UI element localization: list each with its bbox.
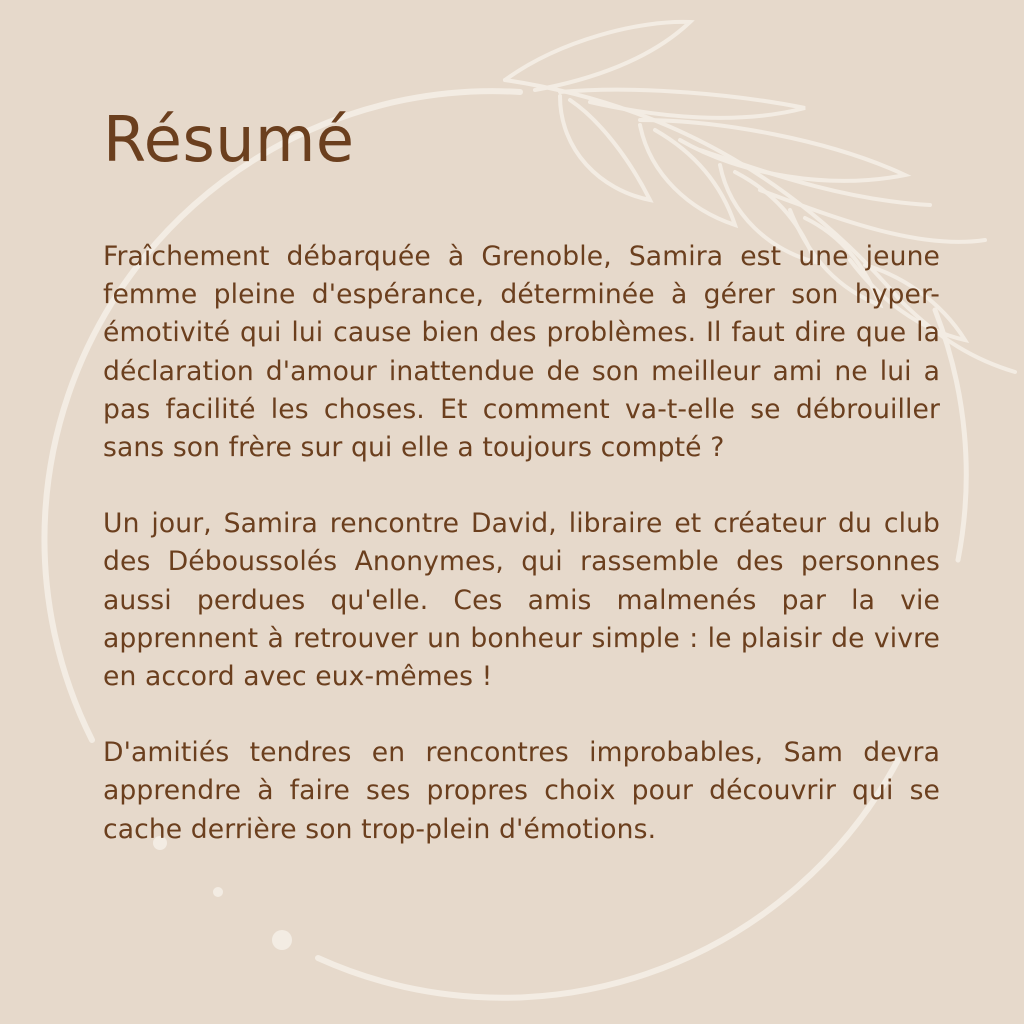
page-title: Résumé [103,103,355,176]
summary-paragraph: Fraîchement débarquée à Grenoble, Samira est une jeune femme pleine d'espérance, déterminée à gérer son hyper-émotivité qui lui cause bien des problèmes. Il faut dire que la déclaration d'amour inattendue de son meilleur ami ne lui a pas facilité les choses. Et comment va-t-elle se débrouiller sans son frère sur qui elle a toujours compté ? [103,241,940,464]
summary-text [103,238,940,849]
dot-icon [272,930,292,950]
dot-icon [213,887,223,897]
summary-paragraph: Un jour, Samira rencontre David, libraire et créateur du club des Déboussolés Anonymes, qui rassemble des personnes aussi perdues qu'elle. Ces amis malmenés par la vie apprennent à retrouver un bonheur simple : le plaisir de vivre en accord avec eux-mêmes ! [103,508,940,693]
summary-paragraph: D'amitiés tendres en rencontres improbables, Sam devra apprendre à faire ses propres choix pour découvrir qui se cache derrière son trop-plein d'émotions. [103,737,940,845]
